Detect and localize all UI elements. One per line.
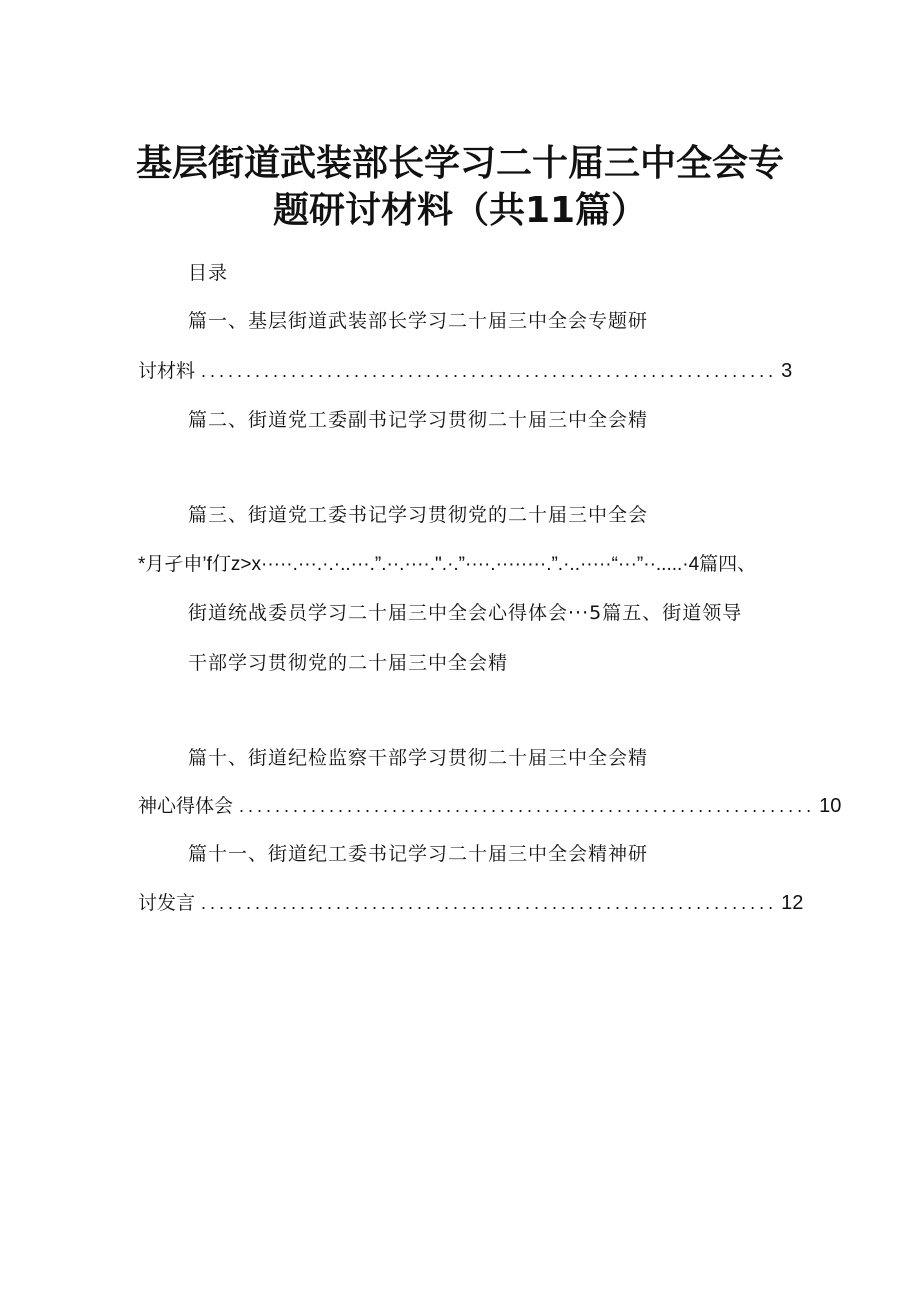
toc-entry-11-leader-row — [138, 888, 804, 915]
toc-entry-1-line-2: 讨材料 — [138, 360, 196, 382]
toc-entry-4-line-1: 街道统战委员学习二十届三中全会心得体会···5篇五、街道领导 — [188, 602, 743, 624]
document-title-line-2: 题研讨材料（共11篇） — [272, 190, 648, 231]
toc-heading: 目录 — [188, 262, 229, 284]
toc-entry-1-line-1: 篇一、基层街道武装部长学习二十届三中全会专题研 — [188, 310, 649, 332]
toc-entry-2-line-1: 篇二、街道党工委副书记学习贯彻二十届三中全会精 — [188, 409, 649, 431]
document-title-line-1: 基层街道武装部长学习二十届三中全会专 — [135, 143, 784, 184]
toc-entry-11-page: 12 — [781, 892, 804, 914]
toc-entry-3-garbled-line: *月孑申’f仃z>x·····.···.·.·..···.”.··.····.".·.”····.········.”.·..·····“···”··.....·4篇四、 — [138, 554, 757, 575]
toc-entry-10-line-2: 神心得体会 — [138, 795, 234, 817]
toc-entry-10-leader-row — [138, 791, 842, 818]
toc-entry-10-dots: ................................................................ — [239, 796, 816, 816]
toc-entry-10-page: 10 — [819, 795, 842, 817]
toc-entry-11-line-1: 篇十一、街道纪工委书记学习二十届三中全会精神研 — [188, 843, 649, 865]
toc-entry-1-leader-row — [138, 356, 793, 383]
toc-entry-11-dots: ................................................................ — [201, 893, 778, 913]
toc-entry-1-page: 3 — [781, 360, 793, 382]
toc-entry-5-line-1: 干部学习贯彻党的二十届三中全会精 — [188, 652, 509, 674]
toc-entry-11-line-2: 讨发言 — [138, 892, 196, 914]
toc-entry-1-dots: ................................................................ — [201, 361, 778, 381]
toc-entry-3-line-1: 篇三、街道党工委书记学习贯彻党的二十届三中全会 — [188, 504, 649, 526]
toc-entry-10-line-1: 篇十、街道纪检监察干部学习贯彻二十届三中全会精 — [188, 747, 649, 769]
